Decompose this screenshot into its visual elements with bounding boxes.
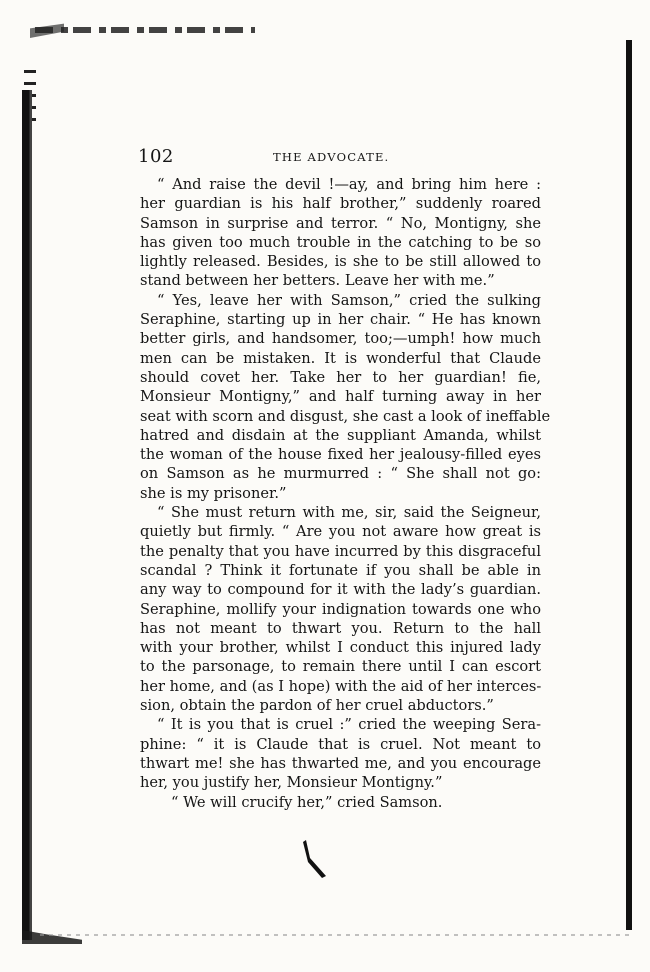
text-line: should covet her. Take her to her guardian! fie,: [140, 368, 541, 386]
text-line: scandal ? Think it fortunate if you shall be able in: [140, 561, 541, 579]
text-line: thwart me! she has thwarted me, and you encourage: [140, 754, 541, 772]
text-line: Seraphine, mollify your indignation towards one who: [140, 600, 541, 618]
text-line: “ She must return with me, sir, said the Seigneur,: [157, 504, 541, 522]
page-binding-edge: [22, 90, 36, 940]
scan-artifact: [35, 27, 255, 33]
text-line: “ And raise the devil !—ay, and bring him here :: [157, 176, 541, 193]
text-line: Monsieur Montigny,” and half turning away in her: [140, 388, 541, 406]
text-line: to the parsonage, to remain there until I can escort: [140, 658, 541, 676]
text-line: men can be mistaken. It is wonderful that Claude: [140, 349, 541, 367]
text-line: Seraphine, starting up in her chair. “ He has known: [140, 311, 541, 329]
text-line: her guardian is his half brother,” suddenly roared: [140, 195, 541, 213]
text-line: she is my prisoner.”: [140, 484, 287, 502]
text-line: Samson in surprise and terror. “ No, Montigny, she: [140, 214, 541, 232]
text-line: her, you justify her, Monsieur Montigny.”: [140, 774, 443, 792]
text-line: “ We will crucify her,” cried Samson.: [171, 793, 443, 811]
text-line: the woman of the house fixed her jealousy-filled eyes: [140, 446, 541, 464]
scan-artifact: [22, 930, 82, 944]
text-line: sion, obtain the pardon of her cruel abductors.”: [140, 697, 494, 715]
text-line: the penalty that you have incurred by this disgraceful: [140, 542, 541, 560]
text-line: lightly released. Besides, is she to be still allowed to: [140, 253, 541, 271]
scan-artifact: [40, 934, 630, 936]
page-header: [138, 146, 538, 166]
text-line: phine: “ it is Claude that is cruel. Not meant to: [140, 735, 541, 753]
text-line: has not meant to thwart you. Return to the hall: [140, 619, 541, 637]
text-line: with your brother, whilst I conduct this injured lady: [140, 639, 541, 657]
body-text: [140, 175, 551, 812]
text-line: on Samson as he murmurred : “ She shall not go:: [140, 465, 541, 483]
ink-blot: [300, 838, 330, 878]
text-line: seat with scorn and disgust, she cast a look of ineffable: [140, 407, 551, 425]
text-line: hatred and disdain at the suppliant Amanda, whilst: [140, 426, 541, 444]
text-line: any way to compound for it with the lady’s guardian.: [140, 581, 541, 599]
page-right-edge: [626, 40, 632, 930]
text-line: stand between her betters. Leave her with me.”: [140, 272, 495, 290]
text-line: better girls, and handsomer, too;—umph! how much: [140, 330, 541, 348]
text-line: “ It is you that is cruel :” cried the weeping Sera-: [157, 716, 541, 734]
running-head: THE ADVOCATE.: [273, 150, 390, 164]
text-line: her home, and (as I hope) with the aid of her interces-: [140, 677, 542, 695]
text-line: quietly but firmly. “ Are you not aware how great is: [140, 523, 541, 541]
page-number: 102: [138, 146, 174, 167]
text-line: “ Yes, leave her with Samson,” cried the sulking: [157, 291, 541, 309]
text-line: has given too much trouble in the catching to be so: [140, 233, 541, 251]
